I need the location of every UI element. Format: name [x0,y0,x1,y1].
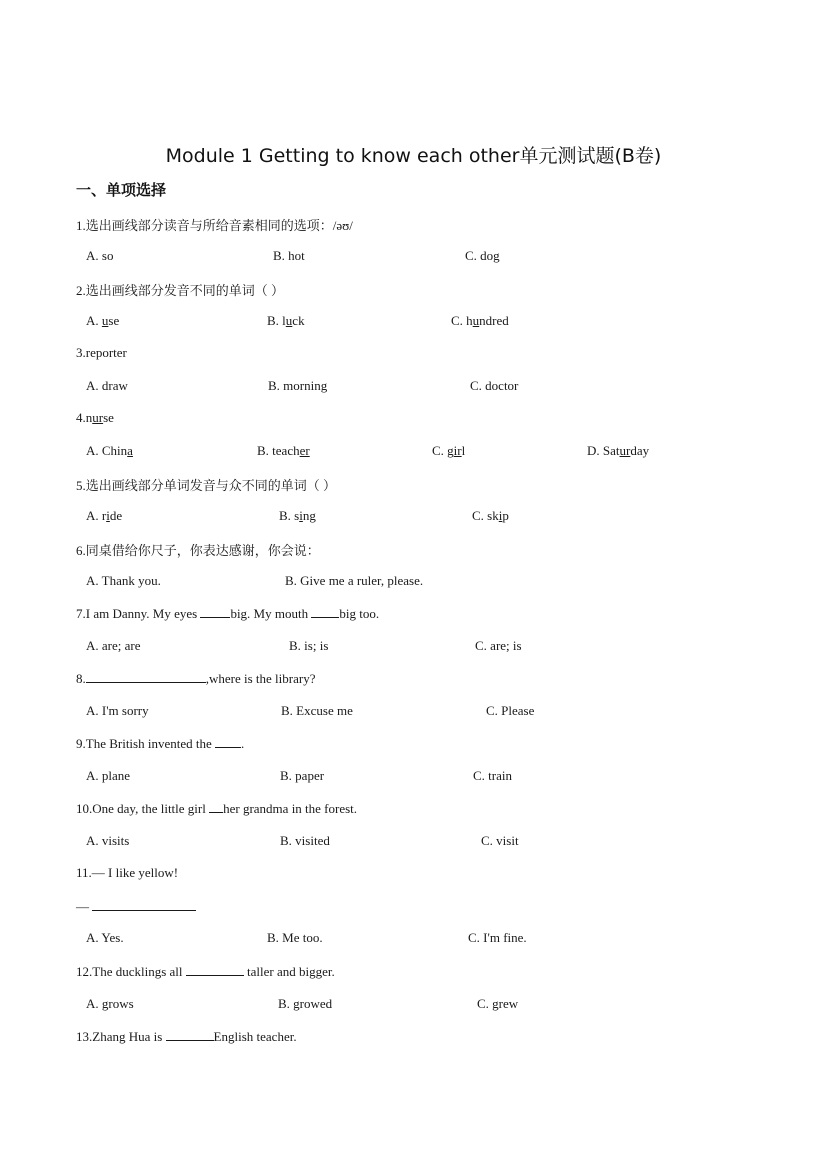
q4-option-d [587,443,649,459]
q1-option-c: C. dog [465,248,500,263]
q4-c-post: l [461,443,466,458]
q5-b-underlined: i [299,508,303,523]
q4-a-pre: A. Chin [86,443,128,458]
q5-option-a [86,508,122,524]
q7-option-a: A. are; are [86,638,141,653]
q13-part-1: 13.Zhang Hua is [76,1029,166,1044]
q12-blank [186,963,244,976]
q2-option-c [451,313,509,329]
q9-blank [215,735,241,748]
q12-part-2: taller and bigger. [243,964,335,979]
q4-option-c [432,443,465,459]
q7-part-1: 7.I am Danny. My eyes [76,606,201,621]
q10-part-2: her grandma in the forest. [223,801,358,816]
q8-option-a: A. I'm sorry [86,703,149,718]
q4-d-pre: D. Sat [587,443,620,458]
question-7 [76,605,379,622]
question-1: 1.选出画线部分读音与所给音素相同的选项：/əʊ/ [76,218,353,233]
page-title: Module 1 Getting to know each other单元测试题(B卷) [165,145,662,167]
q4-option-b [257,443,310,459]
q13-blank [166,1028,214,1041]
q5-c-underlined: i [498,508,503,523]
q11-option-a: A. Yes. [86,930,124,945]
q9-part-2: . [241,736,245,751]
q2-c-pre: C. h [451,313,473,328]
q10-part-1: 10.One day, the little girl [76,801,210,816]
question-11: 11.— I like yellow! [76,865,179,880]
q13-part-2: English teacher. [213,1029,297,1044]
question-8 [76,670,315,687]
q2-b-underlined: u [285,313,293,328]
q7-part-2: big. My mouth [230,606,312,621]
q2-option-a [86,313,119,329]
section-heading: 一、单项选择 [76,181,167,199]
q5-option-b [279,508,316,524]
q4-pre: 4.n [76,410,93,425]
question-12 [76,963,335,980]
q10-option-b: B. visited [280,833,330,848]
q2-a-post: se [108,313,120,328]
q2-option-b [267,313,305,329]
q5-a-underlined: i [106,508,110,523]
q1-option-b: B. hot [273,248,305,263]
q4-c-pre: C. g [432,443,454,458]
q4-d-post: day [630,443,650,458]
q2-a-underlined: u [101,313,109,328]
q8-option-b: B. Excuse me [281,703,353,718]
q4-c-underlined: ir [453,443,462,458]
q2-a-pre: A. [86,313,102,328]
question-4 [76,410,114,426]
q2-b-post: ck [292,313,305,328]
q12-part-1: 12.The ducklings all [76,964,186,979]
q3-option-c: C. doctor [470,378,519,393]
q7-option-b: B. is; is [289,638,329,653]
q3-option-b: B. morning [268,378,328,393]
q12-option-a: A. grows [86,996,134,1011]
q1-option-a: A. so [86,248,114,263]
question-10 [76,800,357,817]
q8-part-2: ,where is the library? [205,671,316,686]
q9-part-1: 9.The British invented the [76,736,216,751]
q2-c-post: ndred [479,313,509,328]
q6-option-b: B. Give me a ruler, please. [285,573,424,588]
q5-a-post: de [109,508,123,523]
q12-option-c: C. grew [477,996,519,1011]
question-13 [76,1028,297,1045]
q7-part-3: big too. [339,606,380,621]
q6-option-a: A. Thank you. [86,573,161,588]
q10-option-c: C. visit [481,833,519,848]
q5-a-pre: A. r [86,508,107,523]
q4-a-underlined: a [127,443,133,458]
question-11-reply [76,898,196,915]
q11-dash: — [76,899,89,914]
q8-blank [86,670,206,683]
question-9 [76,735,244,752]
q5-b-pre: B. s [279,508,300,523]
q10-blank [209,800,223,813]
q11-option-b: B. Me too. [267,930,323,945]
q12-option-b: B. growed [278,996,333,1011]
q4-option-a [86,443,133,459]
q9-option-c: C. train [473,768,512,783]
q7-blank-1 [200,605,230,618]
q2-b-pre: B. l [267,313,286,328]
question-5: 5.选出画线部分单词发音与众不同的单词（ ） [76,478,337,493]
question-6: 6.同桌借给你尺子，你表达感谢，你会说： [76,543,320,558]
q7-blank-2 [311,605,339,618]
q9-option-b: B. paper [280,768,325,783]
q8-part-1: 8. [76,671,86,686]
q5-b-post: ng [302,508,316,523]
question-3: 3.reporter [76,345,127,360]
q5-option-c [472,508,509,524]
q4-post: se [103,410,114,425]
q11-blank [92,898,196,911]
q8-option-c: C. Please [486,703,535,718]
question-2: 2.选出画线部分发音不同的单词（ ） [76,283,285,298]
q5-c-post: p [502,508,509,523]
q2-c-underlined: u [472,313,480,328]
q4-b-underlined: er [299,443,310,458]
q9-option-a: A. plane [86,768,131,783]
q5-c-pre: C. sk [472,508,499,523]
q3-option-a: A. draw [86,378,128,393]
q10-option-a: A. visits [86,833,130,848]
q4-d-underlined: ur [619,443,631,458]
q4-underlined: ur [92,410,104,425]
q4-b-pre: B. teach [257,443,300,458]
q7-option-c: C. are; is [475,638,522,653]
q11-option-c: C. I'm fine. [468,930,527,945]
